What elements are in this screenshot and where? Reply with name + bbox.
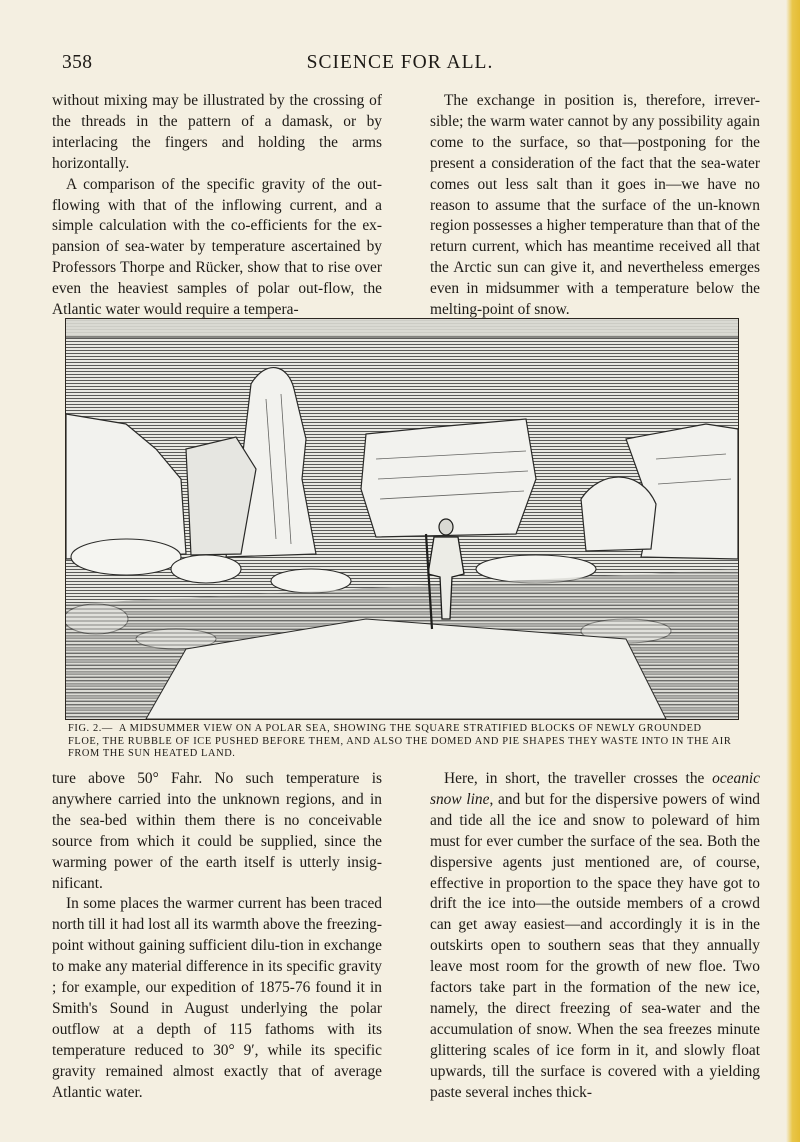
running-head: SCIENCE FOR ALL. bbox=[306, 52, 494, 73]
figure-label: FIG. 2.— bbox=[68, 723, 113, 734]
paragraph: ture above 50° Fahr. No such temperature is anywhere carried into the unknown regions, and in the sea-bed within them there is no conceivable source from which it could be supplied, since the warming power of the earth itself is utterly insig-nificant. bbox=[52, 770, 382, 892]
column-bottom-right bbox=[430, 769, 760, 1104]
page-header bbox=[62, 44, 738, 76]
page-edge-strip bbox=[786, 0, 800, 1142]
paragraph bbox=[430, 769, 760, 1104]
column-top-right bbox=[430, 91, 760, 321]
figure-caption bbox=[68, 723, 736, 761]
caption-text: A MIDSUMMER VIEW ON A POLAR SEA, SHOWING THE SQUARE STRATIFIED BLOCKS OF NEWLY GROUNDED FLOE, THE RUBBLE OF ICE PUSHED BEFORE THEM, AND ALSO THE DOMED AND PIE SHAPES THEY WASTE INTO IN THE AIR FROM THE SUN HEATED LAND. bbox=[68, 723, 732, 760]
column-top-left bbox=[52, 91, 382, 321]
paragraph: The exchange in position is, therefore, irrever-sible; the warm water cannot by any possibility again come to the surface, so that—postponing for the present a consideration of the fact that the sea-water comes out less salt than it goes in—we have no reason to assume that the surface of the un-known region possesses a higher temperature than that of the return current, which has meantime received all that the Arctic sun can give it, and nevertheless emerges even in midsummer with a temperature below the melting-point of snow. bbox=[430, 92, 760, 319]
italic-term: oceanic snow line bbox=[430, 770, 760, 808]
paragraph: without mixing may be illustrated by the crossing of the threads in the pattern of a damask, or by interlacing the fingers and holding the arms horizontally. bbox=[52, 92, 382, 172]
text-run: Here, in short, the traveller crosses the bbox=[444, 770, 713, 787]
top-band bbox=[66, 319, 738, 337]
text-run: , and but for the dispersive powers of wind and tide all the ice and snow to poleward of him must for ever cumber the surface of the sea. Both the dispersive agents just mentioned are, of course, effective in proportion to the space they have got to drift the ice into—the outside members of a crowd can get away easiest—and accordingly it is in the outskirts open to southern seas that they annually leave most room for the growth of new floe. Two factors take part in the formation of the new ice, namely, the direct freezing of sea-water and the accumulation of snow. When the sea freezes minute glittering scales of ice form in it, and slowly float upwards, till the surface is covered with a yielding paste several inches thick- bbox=[430, 790, 760, 1101]
page-number: 358 bbox=[62, 52, 93, 73]
paragraph: In some places the warmer current has been traced north till it had lost all its warmth above the freezing-point without gaining sufficient dilu-tion in exchange to make any material difference in its specific gravity ; for example, our expedition of 1875-76 found it in Smith's Sound in August underlying the polar outflow at a depth of 115 fathoms with its temperature reduced to 30° 9′, while its specific gravity remained almost exactly that of average Atlantic water. bbox=[52, 895, 382, 1101]
figure-engraving bbox=[65, 318, 739, 720]
column-bottom-left bbox=[52, 769, 382, 1104]
paragraph: A comparison of the specific gravity of the out-flowing with that of the inflowing current, and a simple calculation with the co-efficients for the ex-pansion of sea-water by temperature ascertained by Professors Thorpe and Rücker, show that to rise over even the heaviest samples of polar out-flow, the Atlantic water would require a tempera- bbox=[52, 175, 382, 319]
polar-sea-engraving bbox=[66, 319, 738, 719]
